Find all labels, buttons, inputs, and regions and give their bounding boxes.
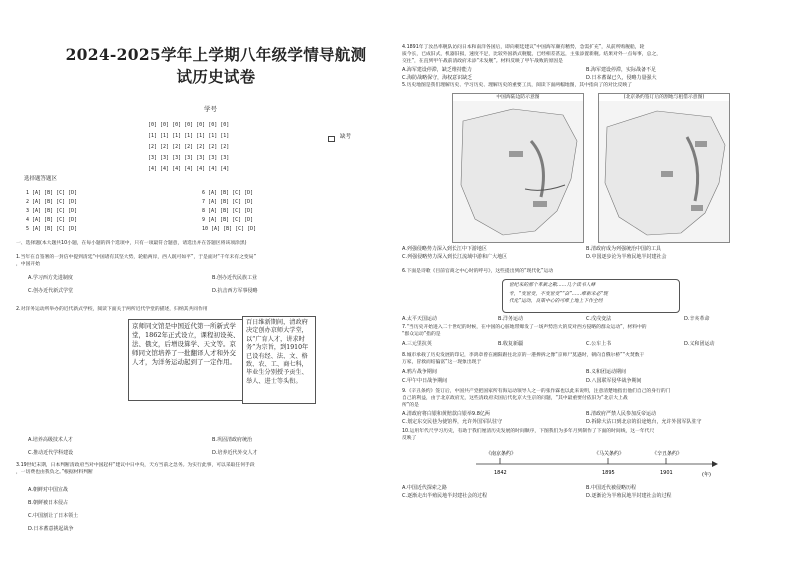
q1-option-a[interactable]: A.学习西方先进制度 <box>28 275 73 281</box>
bubble-row[interactable]: [3] [3] [3] [3] [3] [3] [3] <box>148 155 230 161</box>
q2-material-box-1 <box>128 319 244 401</box>
q7-option-d[interactable]: D.义和团运动 <box>684 341 715 347</box>
q7-stem-2: “群众运动”指的是 <box>402 332 441 337</box>
q3-stem-2: ，一切费也由我负之。”根据材料判断 <box>16 470 93 475</box>
title-line-2: 试历史试卷 <box>176 67 256 86</box>
q6-option-a[interactable]: A.太平天国运动 <box>402 316 437 322</box>
answer-row[interactable]: 2 [A] [B] [C] [D] <box>26 199 78 205</box>
question-7 <box>402 324 780 347</box>
q5-map-1-title: 中国海陆边防示意图 <box>453 94 583 101</box>
q5-option-b[interactable]: B.清政府成为列强统治中国的工具 <box>586 246 662 252</box>
timeline-year-3: 1901 <box>660 470 673 476</box>
exam-title <box>56 44 376 88</box>
q5-map-2 <box>598 93 730 243</box>
left-column <box>16 44 386 559</box>
q2-stem: 2.对洋务运动所举办的近代新式学校，阅读下面关于两所近代学堂的描述，归纳其共同作用 <box>16 307 208 312</box>
q5-map-1 <box>452 93 584 243</box>
q10-stem-1: 10.运用年代尺学习历史，有助于我们厘清历史发展的时间顺序，下图我们为多年月到制作了下面的时间线，这一年代尺 <box>402 429 655 434</box>
q2-option-d[interactable]: D.培养近代外交人才 <box>212 450 258 456</box>
q4-option-d[interactable]: D.日本蓄谋已久，侵略力量强大 <box>586 75 657 81</box>
q8-option-a[interactable]: A.鸦片战争期间 <box>402 369 437 375</box>
q9-stem-2: 自己的利益，由于北京政府无，这些清政府卖国后代化京大生京的问题，“其中最重要付依旧为“北京大上战 <box>402 396 628 401</box>
q10-option-c[interactable]: C.逐渐走出半殖民地半封建社会的过程 <box>402 493 488 499</box>
q4-option-a[interactable]: A.海军建设停滞，缺乏维持能力 <box>402 67 472 73</box>
q10-option-a[interactable]: A.中国近代探索之路 <box>402 485 447 491</box>
timeline-year-1: 1842 <box>494 470 507 476</box>
q3-option-b[interactable]: B.朝鲜被日本侵占 <box>28 500 69 506</box>
answer-row[interactable]: 7 [A] [B] [C] [D] <box>202 199 254 205</box>
right-column <box>402 44 780 559</box>
answer-row[interactable]: 4 [A] [B] [C] [D] <box>26 217 78 223</box>
bubble-row[interactable]: [4] [4] [4] [4] [4] [4] [4] <box>148 166 230 172</box>
q5-option-d[interactable]: D.中国逐步沦为半殖民地半封建社会 <box>586 254 667 260</box>
q5-map-2-title: (北京条约签订后的割地与租借示意图) <box>599 94 729 101</box>
q8-option-c[interactable]: C.甲午中日战争期间 <box>402 378 448 384</box>
q4-stem-2: 质今长，已成旧式，机器旧损，速度不足，比较外国新式舰艇，已经相差甚远，主张添置新舰。结果对外一点每事，总之， <box>402 52 662 57</box>
q6-option-c[interactable]: C.戊戌变法 <box>586 316 612 322</box>
q6-option-b[interactable]: B.洋务运动 <box>498 316 524 322</box>
q4-stem-1: 4.1891年丁汝昌率舰队访问日本和南洋各国后，即向朝廷建议“中国海军颇有精势，急需扩充”，从前所购舰船，轮 <box>402 45 645 50</box>
question-6 <box>402 268 780 322</box>
q8-stem-2: 万家，冒救而结偏富”这一现象出现于 <box>402 360 482 365</box>
q2-option-b[interactable]: B.巩固清政府统治 <box>212 437 253 443</box>
bubble-row[interactable]: [0] [0] [0] [0] [0] [0] [0] <box>148 122 230 128</box>
question-3 <box>16 462 386 532</box>
q3-option-c[interactable]: C.中国割让了日本领土 <box>28 513 79 519</box>
question-8 <box>402 352 780 384</box>
q7-stem-1: 7.“当历史开始进入二十世纪的时候，在中国的心脏地带爆发了一场声势浩大的反对西方侵略的群众运动”，材料中的 <box>402 325 647 330</box>
q4-stem-3: 交往”，在直到甲午战前清政府未添“未发舰”。材料反映了甲午战败的原因是 <box>402 59 563 64</box>
q9-option-a[interactable]: A.清政府将白银和黄赔款白银举9.8亿两 <box>402 411 490 417</box>
bubble-row[interactable]: [1] [1] [1] [1] [1] [1] [1] <box>148 133 230 139</box>
q8-option-d[interactable]: D.八国联军侵华战争期间 <box>586 378 642 384</box>
q8-stem-1: 8.城市承载了历史发展的印记，李鸿章曾在湘阳跟往北京的一港捧拆之像“京师尸莫遇时，朝向自俄尔桥”“火焚数干 <box>402 353 645 358</box>
timeline-unit: (年) <box>702 472 711 478</box>
question-1 <box>16 254 386 294</box>
question-10 <box>402 428 780 499</box>
answer-area-label: 选择题答题区 <box>24 176 58 182</box>
answer-row[interactable]: 1 [A] [B] [C] [D] <box>26 190 78 196</box>
q9-option-b[interactable]: B.清政府严禁人民参加反帝运动 <box>586 411 657 417</box>
q2-material-1: 京师同文馆是中国近代第一所新式学堂，1862年正式设立，课程初设英、法、俄文，后增设算学、天文等。京师同文馆培养了一批翻译人才和外交人才，为洋务运动起到了一定作用。 <box>132 322 240 366</box>
question-5 <box>402 82 780 260</box>
q10-stem-2: 反映了 <box>402 436 417 441</box>
q1-option-d[interactable]: D.抗击西方军事侵略 <box>212 288 258 294</box>
title-line-1: 2024-2025学年上学期八年级学情导航测 <box>65 45 367 64</box>
answer-row[interactable]: 3 [A] [B] [C] [D] <box>26 208 78 214</box>
q1-option-b[interactable]: B.创办近代民族工业 <box>212 275 258 281</box>
q2-material-box-2 <box>242 316 316 404</box>
timeline-label-2: 《马关条约》 <box>594 451 625 457</box>
q9-option-c[interactable]: C.划定东交民巷为使馆界，允许外国军队驻守 <box>402 419 503 425</box>
china-map-1-icon <box>453 101 583 241</box>
q1-option-c[interactable]: C.创办近代新式学堂 <box>28 288 74 294</box>
q6-poem-2: 专，“变世变，不变世变”“奋”……维新未必“现 <box>509 292 608 297</box>
q6-stem: 6.下面是诗歌《目前官商之中心时的呼号》，这些提出到的“现代化”运动 <box>402 269 554 274</box>
q2-material-2: 百日维新期间，清政府决定创办京师大学堂，以“广育人才，讲求时务”为宗旨，到1910年已设有经、法、文、格致、农、工、商七科，毕业生分别授予贡生、举人、进士等头衔。 <box>246 319 309 385</box>
answer-row[interactable]: 5 [A] [B] [C] [D] <box>26 226 78 232</box>
answer-row[interactable]: 9 [A] [B] [C] [D] <box>202 217 254 223</box>
q10-timeline <box>472 446 722 486</box>
q10-option-d[interactable]: D.逐渐沦为半殖民地半封建社会的过程 <box>586 493 672 499</box>
timeline-label-1: 《南京条约》 <box>486 451 517 457</box>
q3-option-a[interactable]: A.朝鲜对中国宣战 <box>28 487 68 493</box>
q9-option-d[interactable]: D.拆除大沽口到北京的沿途炮台，允许外国军队驻守 <box>586 419 702 425</box>
q3-option-d[interactable]: D.日本蓄意挑起战争 <box>28 526 74 532</box>
bubble-row[interactable]: [2] [2] [2] [2] [2] [2] [2] <box>148 144 230 150</box>
q6-poem-1: 世纪来的那个革新之歌……几个读书人峰 <box>509 283 596 288</box>
section-1-header: 一、选择题(本大题共10小题，在每小题的四个选项中，只有一项最符合题意，请选出并在答题区将该项涂黑) <box>16 241 247 246</box>
answer-row[interactable]: 6 [A] [B] [C] [D] <box>202 190 254 196</box>
q1-stem-2: ，中国开始 <box>16 262 40 267</box>
q2-option-c[interactable]: C.推动近代学科建设 <box>28 450 74 456</box>
q4-option-b[interactable]: B.海军建设停滞，实际战备不足 <box>586 67 657 73</box>
q4-option-c[interactable]: C.海防战略保守，海权意识缺乏 <box>402 75 473 81</box>
q8-option-b[interactable]: B.义和团运动期间 <box>586 369 627 375</box>
q9-stem-3: 所”的是 <box>402 403 419 408</box>
question-2 <box>16 306 386 456</box>
question-4 <box>402 44 780 81</box>
question-9 <box>402 388 780 425</box>
answer-row[interactable]: 8 [A] [B] [C] [D] <box>202 208 254 214</box>
q6-option-d[interactable]: D.辛亥革命 <box>684 316 710 322</box>
timeline-label-3: 《辛丑条约》 <box>652 451 683 457</box>
q7-option-c[interactable]: C.公车上书 <box>586 341 612 347</box>
q3-stem-1: 3.19世纪末期，日本判断清政府当对中国起杆“建议中日中央，天方当前之急务。为实行此事，可以采取任何手段 <box>16 463 255 468</box>
q7-option-b[interactable]: B.收复新疆 <box>498 341 524 347</box>
q10-option-b[interactable]: B.中国近代被侵略历程 <box>586 485 637 491</box>
timeline-year-2: 1895 <box>602 470 615 476</box>
q9-stem-1: 9.《辛丑条约》签订后，中国共产党把国家所有海运动领导人之一的张作霖也以此来说明，注意清楚地指出他们自己的身行的门 <box>402 389 671 394</box>
absent-checkbox[interactable] <box>328 136 335 142</box>
q1-stem-1: 1.当年在自签署的一封信中提到清廷“中国诸有其坚大势，轮船两岸，西人既可如平”，于是面对“千年未有之变局” <box>16 255 256 260</box>
q2-option-a[interactable]: A.培养高级技术人才 <box>28 437 73 443</box>
q6-poem-3: 代化”运动，良策中心的可维上地上下作全经 <box>509 299 603 304</box>
absent-label: 缺考 <box>340 134 352 140</box>
q5-option-a[interactable]: A.列强侵略势力深入到长江中下游地区 <box>402 246 487 252</box>
student-id-label: 学号 <box>204 105 217 113</box>
q5-option-c[interactable]: C.列强侵略势力深入到长江流域中游和广大地区 <box>402 254 508 260</box>
q6-poem-box <box>502 279 680 313</box>
q7-option-a[interactable]: A.三元里抗英 <box>402 341 432 347</box>
answer-row[interactable]: 10 [A] [B] [C] [D] <box>202 226 257 232</box>
q5-stem: 5.历史地图是我们理解历史、学习历史、理解历史的重要工具，阅读下面两幅地图，其中指向了的对比反映了 <box>402 83 633 88</box>
china-map-2-icon <box>599 101 729 241</box>
